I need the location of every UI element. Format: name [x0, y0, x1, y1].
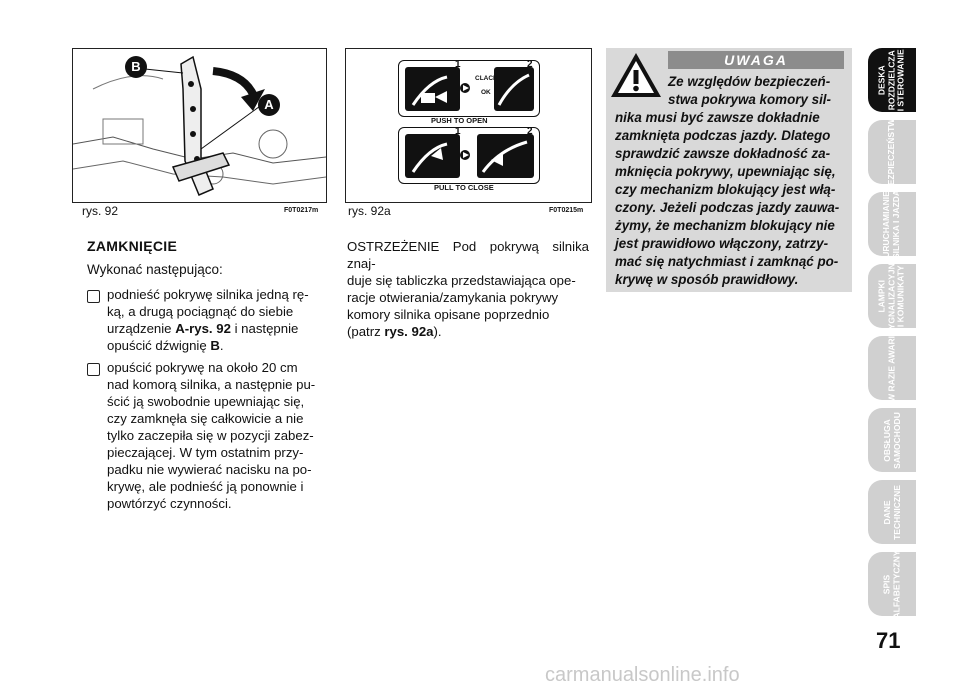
warning-title: UWAGA: [668, 51, 844, 69]
push-to-open-label: PUSH TO OPEN: [431, 116, 488, 125]
figure-code: F0T0217m: [284, 207, 319, 214]
tab-bezpieczenstwo[interactable]: BEZPIECZEŃSTWO: [868, 120, 916, 184]
callout-b: B: [125, 56, 147, 78]
tab-spis-alfabetyczny[interactable]: SPIS ALFABETYCZNY: [868, 552, 916, 616]
section-heading: ZAMKNIĘCIE: [87, 238, 178, 254]
figure-hood-latch: [72, 48, 327, 203]
pull-illustration: [399, 128, 539, 183]
list-item: podnieść pokrywę silnika jedną rę- ką, a drugą pociągnąć do siebie urządzenie A-rys. 92 i następnie opuścić dźwignię B.: [107, 287, 309, 353]
tab-deska-rozdzielcza[interactable]: DESKA ROZDZIELCZA I STEROWANIE: [868, 48, 916, 112]
watermark: carmanualsonline.info: [545, 664, 740, 686]
figure-hood-label: [345, 48, 592, 203]
ok-label: OK: [481, 89, 491, 96]
hood-latch-illustration: [73, 49, 326, 202]
push-illustration: [399, 61, 539, 116]
tab-uruchamianie[interactable]: URUCHAMIANIE SILNIKA I JAZDA: [868, 192, 916, 256]
step-number: 1: [455, 59, 461, 70]
step-number: 2: [527, 59, 533, 70]
warning-text: nika musi być zawsze dokładnie zamknięta podczas jazdy. Dlatego sprawdzić zawsze dokładność za- mknięcia pokrywy, upewniając się, czy mechanizm blokujący jest włą- czony. Jeżeli podczas jazdy zauwa- żymy, że mechanizm blokujący nie jest prawidłowo włączony, zatrzy- mać się natychmiast i zamknąć po- krywę w sposób prawidłowy.: [615, 110, 840, 287]
figure-caption: rys. 92a: [348, 204, 391, 218]
callout-a: A: [258, 94, 280, 116]
page-number: 71: [876, 628, 901, 653]
clack-label: CLACK: [475, 75, 498, 82]
section-intro: Wykonać następująco:: [87, 262, 223, 277]
checkbox-bullet: [87, 363, 100, 376]
tab-w-razie-awarii[interactable]: W RAZIE AWARII: [868, 336, 916, 400]
warning-triangle-icon: [608, 50, 664, 100]
step-number: 1: [455, 126, 461, 137]
tab-lampki[interactable]: LAMPKI SYGNALIZACYJNE I KOMUNIKATY: [868, 264, 916, 328]
list-item: opuścić pokrywę na około 20 cm nad komorą silnika, a następnie pu- ścić ją swobodnie upewniając się, czy zamknęła się całkowicie a nie tylko zaczepiła się w pozycji zabez- pieczającej. W tym ostatnim przy- padku nie wywierać nacisku na po- krywę, ale podnieść ją ponownie i powtórzyć czynności.: [107, 360, 316, 511]
warning-text: Ze względów bezpieczeń- stwa pokrywa komory sil-: [668, 74, 831, 107]
figure-caption: rys. 92: [82, 204, 119, 218]
panel-push-to-open: [398, 60, 540, 117]
tab-obsluga[interactable]: OBSŁUGA SAMOCHODU: [868, 408, 916, 472]
panel-pull-to-close: [398, 127, 540, 184]
note-text: OSTRZEŻENIE Pod pokrywą silnika znaj- duje się tabliczka przedstawiająca ope- racje otwierania/zamykania pokrywy komory silnika opisane poprzednio (patrz rys. 92a).: [347, 239, 589, 339]
checkbox-bullet: [87, 290, 100, 303]
figure-code: F0T0215m: [549, 207, 584, 214]
tab-dane-techniczne[interactable]: DANE TECHNICZNE: [868, 480, 916, 544]
pull-to-close-label: PULL TO CLOSE: [434, 183, 494, 192]
step-number: 2: [527, 126, 533, 137]
